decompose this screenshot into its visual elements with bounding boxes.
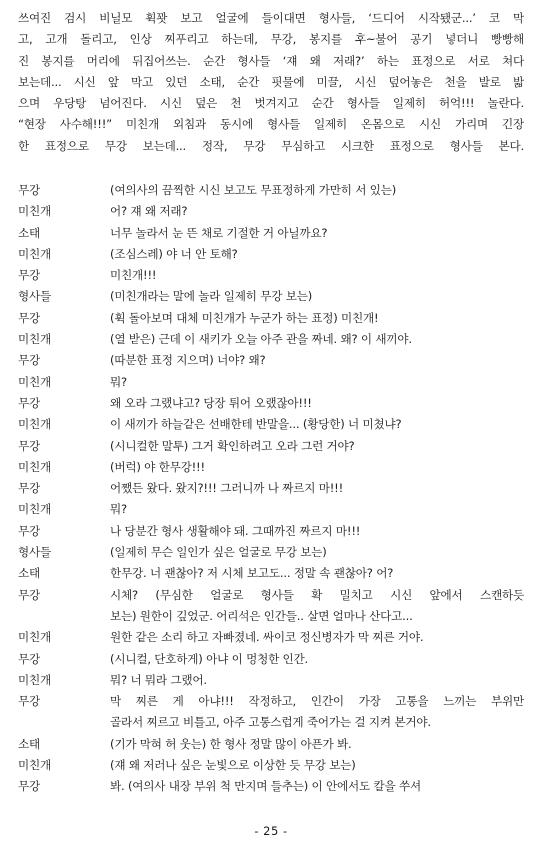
dialogue-row (18, 393, 524, 414)
dialogue-line: (시니컬, 단호하게) 아냐 이 멍청한 인간. (110, 651, 309, 666)
dialogue-row (18, 606, 524, 627)
speaker-name: 미친개 (18, 502, 51, 517)
dialogue-row (18, 265, 524, 286)
dialogue-row (18, 521, 524, 542)
dialogue-row (18, 308, 524, 329)
dialogue-row (18, 691, 524, 712)
dialogue-row (18, 585, 524, 606)
dialogue-line: (시니컬한 말투) 그거 확인하려고 오라 그런 거야? (110, 438, 355, 453)
scene-description-line: 진 봉지를 머리에 뒤집어쓰는. 순간 형사들 ‘쟤 왜 저래?’ 하는 표정으로 서로 쳐다 (18, 53, 524, 68)
dialogue-line: 원한 같은 소리 하고 자빠졌네. 싸이코 정신병자가 막 찌른 거야. (110, 630, 424, 645)
dialogue-line: 뭐? 너 뭐라 그랬어. (110, 672, 207, 687)
dialogue-row (18, 180, 524, 201)
dialogue-line: (일제히 무슨 일인가 싶은 얼굴로 무강 보는) (110, 545, 327, 560)
scene-description-line: 고, 고개 돌리고, 인상 찌푸리고 하는데, 무강, 봉지를 후~불어 공기 넣더니 빵빵해 (18, 32, 524, 47)
speaker-name: 소태 (18, 736, 40, 751)
dialogue-line: (기가 막혀 허 웃는) 한 형사 정말 많이 아픈가 봐. (110, 736, 352, 751)
scene-description-line: 한 표정으로 무강 보는데... 정작, 무강 무심하고 시크한 표정으로 형사들 본다. (18, 138, 524, 153)
speaker-name: 무강 (18, 183, 40, 197)
dialogue-row (18, 499, 524, 520)
dialogue-line: 미친개!!! (110, 268, 157, 283)
dialogue-line: (열 받은) 근데 이 새키가 오늘 아주 관을 짜네. 왜? 이 새끼야. (110, 332, 412, 347)
dialogue-row (18, 329, 524, 350)
dialogue-row (18, 244, 524, 265)
speaker-name: 무강 (18, 523, 40, 538)
dialogue-line: 어쨌든 왔다. 왔지?!!! 그러니까 나 짜르지 마!!! (110, 481, 344, 496)
dialogue-row (18, 627, 524, 648)
dialogue-block (18, 180, 524, 798)
speaker-name: 미친개 (18, 630, 51, 645)
dialogue-line: (쟤 왜 저러나 싶은 눈빛으로 이상한 듯 무강 보는) (110, 758, 356, 773)
scene-description-line: 으며 우당탕 넘어진다. 시신 덮은 천 벗겨지고 순간 형사들 일제히 허억!!! 놀란다. (18, 96, 524, 111)
dialogue-line: 봐. (여의사 내장 부위 척 만지며 들추는) 이 안에서도 칼을 쑤셔 (110, 779, 421, 794)
scene-description-line: 보는데... 시신 앞 막고 있던 소태, 순간 핏물에 미끌, 시신 덮어놓은 천을 발로 밟 (18, 74, 524, 89)
dialogue-row (18, 649, 524, 670)
speaker-name: 무강 (18, 694, 40, 709)
dialogue-line: 뭐? (110, 502, 127, 517)
dialogue-row (18, 776, 524, 797)
dialogue-row (18, 372, 524, 393)
dialogue-row (18, 670, 524, 691)
speaker-name: 무강 (18, 268, 40, 283)
dialogue-row (18, 350, 524, 371)
speaker-name: 무강 (18, 353, 40, 368)
dialogue-line: 왜 오라 그랬냐고? 당장 튀어 오랬잖아!!! (110, 395, 312, 410)
scene-description-line: 쓰여진 검시 비닐모 휙꽛 보고 얼굴에 들이대면 형사들, ‘드디어 시작됐군...’ 코 막 (18, 11, 524, 25)
speaker-name: 미친개 (18, 246, 51, 261)
speaker-name: 미친개 (18, 204, 51, 219)
dialogue-line: 어? 쟤 왜 저래? (110, 204, 188, 219)
speaker-name: 미친개 (18, 459, 51, 474)
speaker-name: 미친개 (18, 758, 51, 773)
speaker-name: 소태 (18, 225, 40, 240)
dialogue-row (18, 734, 524, 755)
dialogue-line: (버럭) 야 한무강!!! (110, 459, 205, 474)
speaker-name: 무강 (18, 310, 40, 325)
dialogue-row (18, 414, 524, 435)
dialogue-line: 보는) 원한이 깊었군. 어리석은 인간들.. 살면 얼마나 산다고... (110, 608, 413, 623)
speaker-name: 미친개 (18, 374, 51, 389)
dialogue-row (18, 478, 524, 499)
dialogue-line: 나 당분간 형사 생활해야 돼. 그때까진 짜르지 마!!! (110, 523, 361, 538)
dialogue-line: 막 찌른 게 아냐!!! 작정하고, 인간이 가장 고통을 느끼는 부위만 (110, 694, 524, 709)
speaker-name: 형사들 (18, 289, 51, 304)
dialogue-line: 골라서 찌르고 비틀고, 아주 고통스럽게 죽어가는 걸 지켜 본거야. (110, 715, 431, 730)
dialogue-row (18, 563, 524, 584)
speaker-name: 무강 (18, 395, 40, 410)
dialogue-row (18, 542, 524, 563)
speaker-name: 무강 (18, 481, 40, 496)
dialogue-row (18, 457, 524, 478)
dialogue-line: 한무강. 너 괜찮아? 저 시체 보고도... 정말 속 괜찮아? 어? (110, 566, 394, 581)
dialogue-line: (미친개라는 말에 놀라 일제히 무강 보는) (110, 289, 313, 304)
dialogue-row (18, 436, 524, 457)
speaker-name: 무강 (18, 587, 40, 602)
speaker-name: 미친개 (18, 417, 51, 432)
speaker-name: 무강 (18, 651, 40, 666)
dialogue-line: 너무 놀라서 눈 뜬 채로 기절한 거 아닐까요? (110, 225, 328, 240)
speaker-name: 미친개 (18, 332, 51, 347)
dialogue-row (18, 712, 524, 733)
dialogue-row (18, 201, 524, 222)
speaker-name: 무강 (18, 779, 40, 794)
speaker-name: 무강 (18, 438, 40, 453)
speaker-name: 소태 (18, 566, 40, 581)
dialogue-row (18, 755, 524, 776)
dialogue-line: (여의사의 끔찍한 시신 보고도 무표정하게 가만히 서 있는) (110, 183, 397, 197)
speaker-name: 미친개 (18, 672, 51, 687)
dialogue-line: (따분한 표정 지으며) 너야? 왜? (110, 353, 266, 368)
dialogue-line: (휙 돌아보며 대체 미친개가 누군가 하는 표정) 미친개! (110, 310, 379, 325)
page-number: - 25 - (254, 824, 288, 838)
dialogue-row (18, 286, 524, 307)
dialogue-line: 시체? (무심한 얼굴로 형사들 확 밀치고 시신 앞에서 스캔하듯 (110, 587, 524, 602)
dialogue-line: 이 새끼가 하늘같은 선배한테 반말을... (황당한) 너 미쳤냐? (110, 417, 402, 432)
dialogue-line: (조심스레) 야 너 안 토해? (110, 246, 238, 261)
dialogue-line: 뭐? (110, 374, 127, 389)
scene-description (18, 8, 524, 157)
scene-description-line: “현장 사수해!!!” 미친개 외침과 동시에 형사들 일제히 온몸으로 시신 가리며 긴장 (18, 117, 524, 132)
dialogue-row (18, 223, 524, 244)
speaker-name: 형사들 (18, 545, 51, 560)
